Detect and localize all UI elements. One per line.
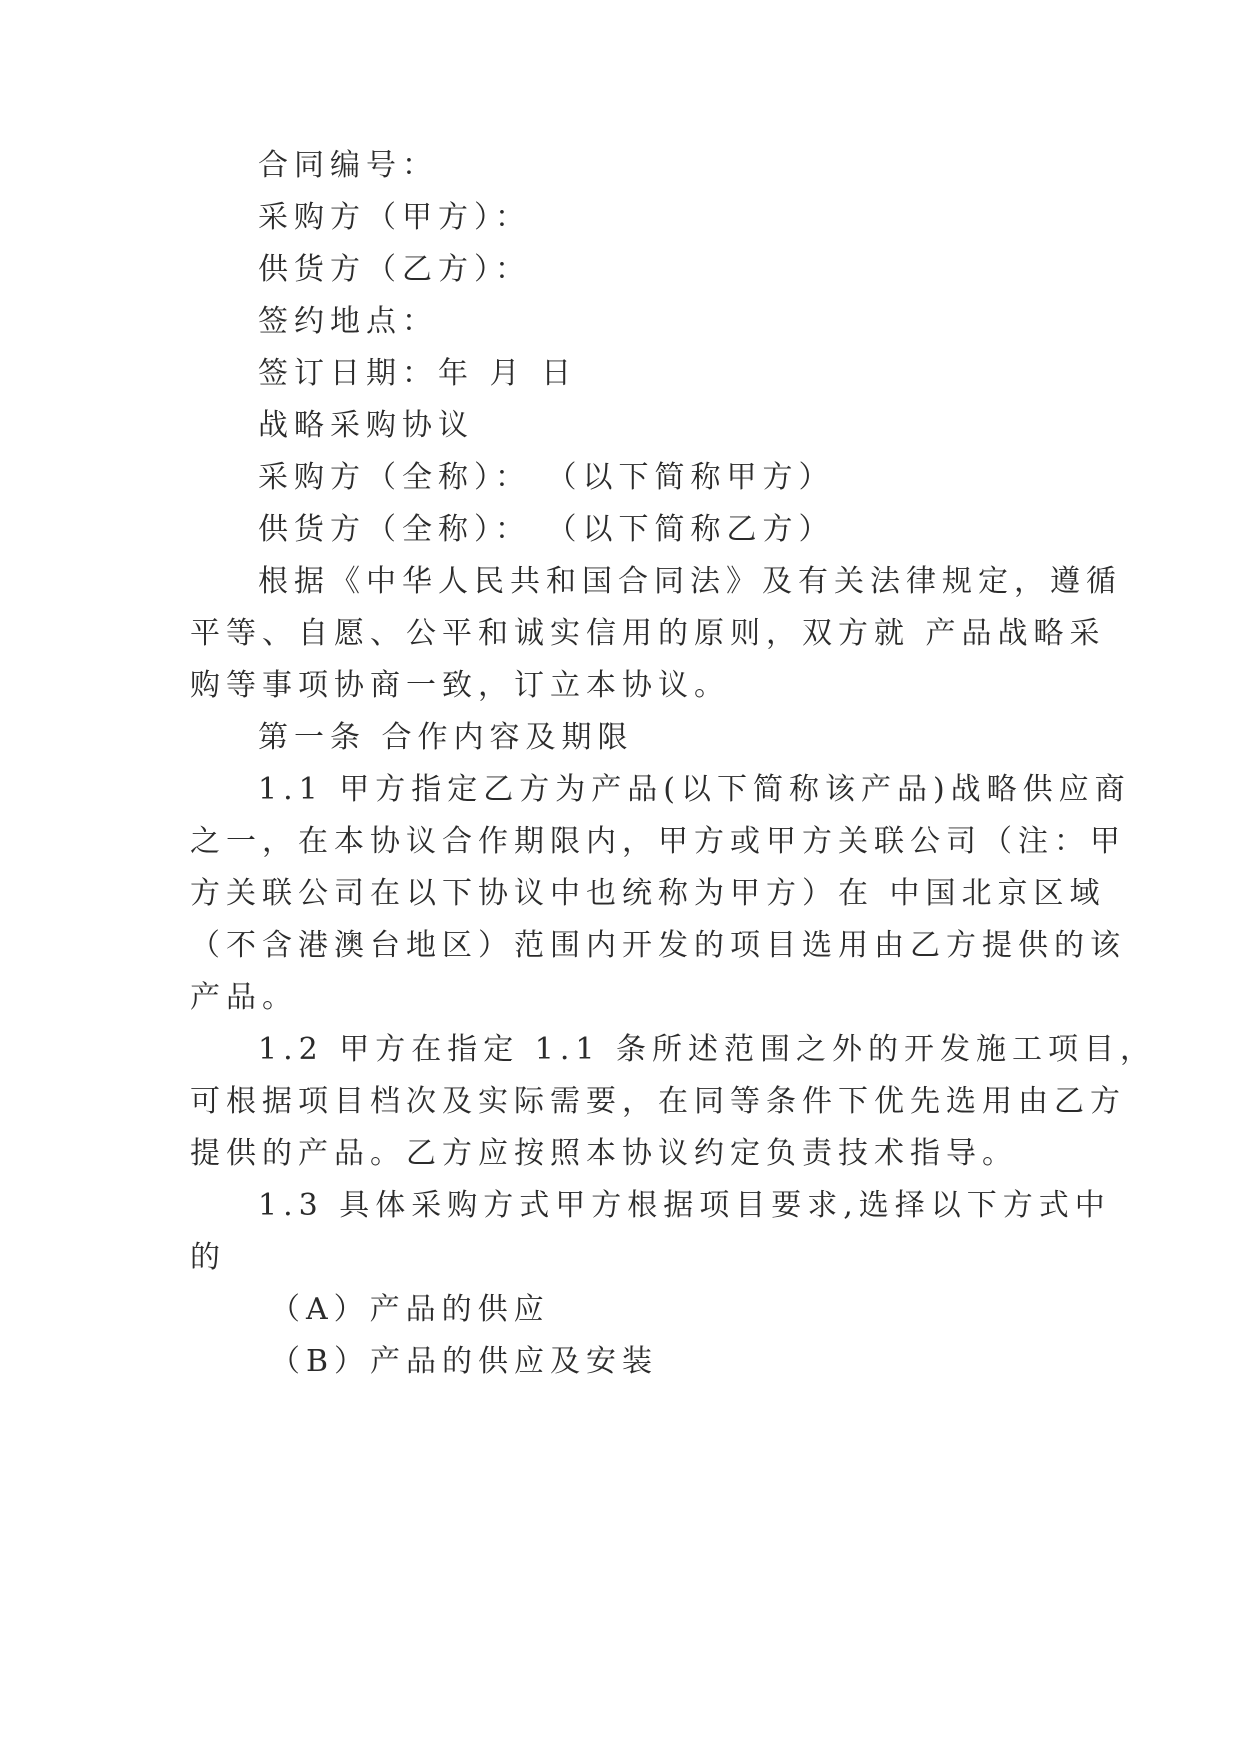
buyer-party-field: 采购方（甲方）： (258, 200, 531, 235)
preamble-line: 平等、自愿、公平和诚实信用的原则，双方就 产品战略采 (190, 616, 1106, 651)
clause-1-2-line: 1.2 甲方在指定 1.1 条所述范围之外的开发施工项目， (258, 1032, 1157, 1067)
clause-1-3-line: 的 (190, 1240, 226, 1275)
clause-1-1-line: 方关联公司在以下协议中也统称为甲方）在 中国北京区域 (190, 876, 1106, 911)
clause-1-1-line: （不含港澳台地区）范围内开发的项目选用由乙方提供的该 (190, 928, 1126, 963)
clause-1-2-line: 提供的产品。乙方应按照本协议约定负责技术指导。 (190, 1136, 1018, 1171)
preamble-line: 购等事项协商一致，订立本协议。 (190, 668, 730, 703)
option-a: （A）产品的供应 (270, 1292, 550, 1327)
contract-number-field: 合同编号： (258, 148, 438, 183)
article-1-heading: 第一条 合作内容及期限 (258, 720, 634, 755)
clause-1-1-line: 1.1 甲方指定乙方为产品(以下简称该产品)战略供应商 (258, 772, 1131, 807)
signing-place-field: 签约地点： (258, 304, 438, 339)
preamble-line: 根据《中华人民共和国合同法》及有关法律规定，遵循 (258, 564, 1122, 599)
buyer-full-name-line: 采购方（全称）： （以下简称甲方） (258, 460, 835, 495)
signing-date-field: 签订日期：年 月 日 (258, 356, 578, 391)
supplier-full-name-line: 供货方（全称）： （以下简称乙方） (258, 512, 835, 547)
clause-1-1-line: 之一，在本协议合作期限内，甲方或甲方关联公司（注：甲 (190, 824, 1126, 859)
clause-1-3-line: 1.3 具体采购方式甲方根据项目要求,选择以下方式中 (258, 1188, 1111, 1223)
supplier-party-field: 供货方（乙方）： (258, 252, 531, 287)
clause-1-1-line: 产品。 (190, 980, 298, 1015)
agreement-title: 战略采购协议 (258, 408, 474, 443)
option-b: （B）产品的供应及安装 (270, 1344, 659, 1379)
clause-1-2-line: 可根据项目档次及实际需要，在同等条件下优先选用由乙方 (190, 1084, 1126, 1119)
